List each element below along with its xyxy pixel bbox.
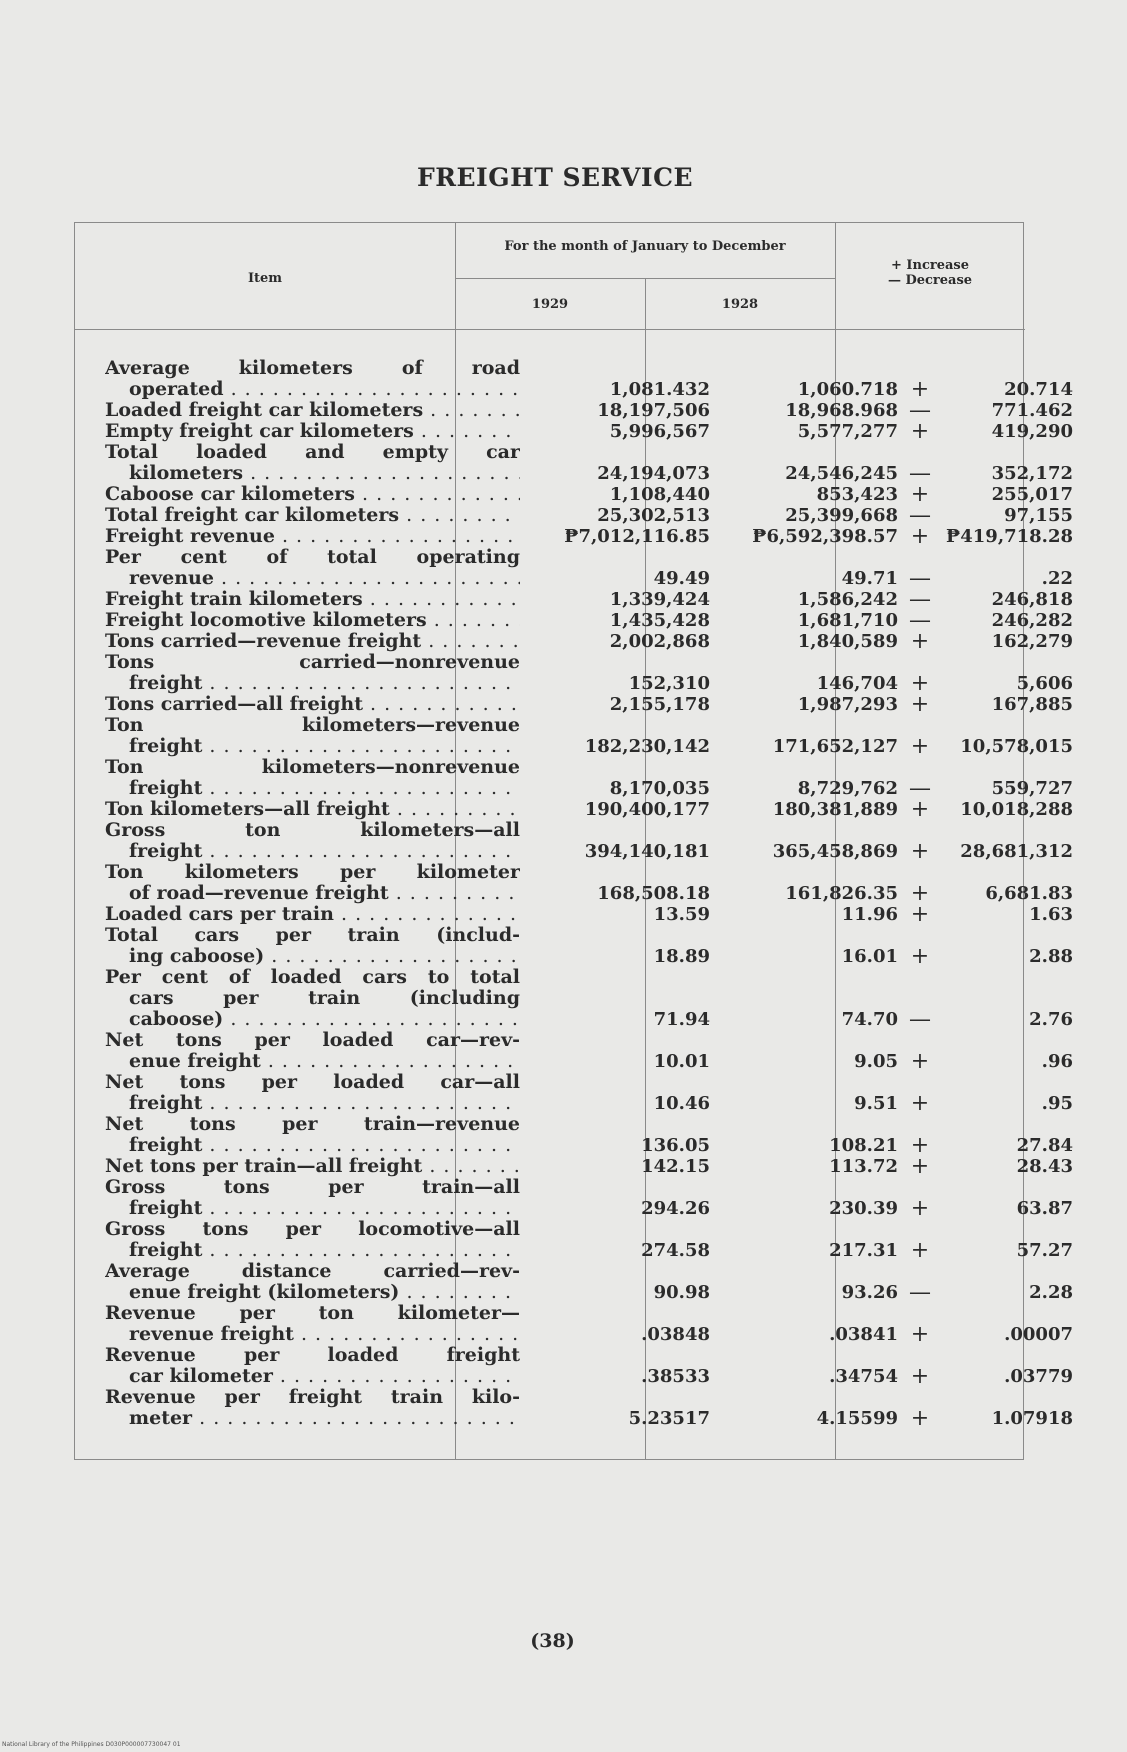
value-1929: 13.59: [653, 904, 710, 925]
row-item-label: [105, 1303, 520, 1345]
row-item-label: [105, 484, 520, 505]
value-1929: 18,197,506: [597, 400, 710, 421]
change-value: .95: [1041, 1093, 1073, 1114]
value-1928: 24,546,245: [785, 463, 898, 484]
header-year-1928: 1928: [721, 297, 759, 312]
table-row: [75, 925, 1073, 969]
value-1929: 274.58: [641, 1240, 710, 1261]
table-row: [75, 1345, 1073, 1389]
value-1928: .03841: [829, 1324, 898, 1345]
table-row: [75, 358, 1073, 402]
page-number: (38): [530, 1630, 575, 1652]
value-1928: 5,577,277: [797, 421, 898, 442]
change-sign: —: [909, 587, 931, 612]
table-row: [75, 692, 1073, 717]
value-1929: 49.49: [653, 568, 710, 589]
change-sign: +: [910, 1133, 930, 1158]
change-value: 2.76: [1029, 1009, 1073, 1030]
value-1928: 180,381,889: [772, 799, 898, 820]
value-1928: 4.15599: [816, 1408, 898, 1429]
change-sign: —: [909, 566, 931, 591]
table-row: [75, 862, 1073, 906]
change-value: 167,885: [991, 694, 1073, 715]
row-item-line: Tons carried—revenue freight . . .: [105, 631, 520, 652]
table-row: [75, 398, 1073, 423]
change-sign: +: [910, 881, 930, 906]
row-item-line: meter . . .: [105, 1408, 520, 1429]
row-item-label: [105, 1177, 520, 1219]
row-item-line: Revenue per freight train kilo-: [105, 1387, 520, 1408]
change-value: 2.88: [1029, 946, 1073, 967]
row-item-line: revenue . . .: [105, 568, 520, 589]
row-item-line: freight . . .: [105, 1198, 520, 1219]
row-item-line: Gross ton kilometers—all: [105, 820, 520, 841]
change-value: 162,279: [991, 631, 1073, 652]
value-1928: ₱6,592,398.57: [752, 526, 898, 547]
change-sign: +: [910, 1049, 930, 1074]
change-sign: +: [910, 524, 930, 549]
change-sign: +: [910, 1406, 930, 1431]
value-1929: 71.94: [653, 1009, 710, 1030]
table-row: [75, 482, 1073, 507]
value-1929: 1,108,440: [609, 484, 710, 505]
change-value: 63.87: [1016, 1198, 1073, 1219]
value-1928: 1,060.718: [797, 379, 898, 400]
row-item-label: [105, 904, 520, 925]
row-item-line: Per cent of loaded cars to total: [105, 967, 520, 988]
row-item-label: [105, 757, 520, 799]
table-row: [75, 757, 1073, 801]
change-sign: —: [909, 503, 931, 528]
header-item: Item: [247, 271, 283, 286]
change-value: 10,578,015: [960, 736, 1073, 757]
value-1928: 93.26: [841, 1282, 898, 1303]
row-item-line: Per cent of total operating: [105, 547, 520, 568]
row-item-line: enue freight (kilometers) . . .: [105, 1282, 520, 1303]
value-1929: ₱7,012,116.85: [564, 526, 710, 547]
row-item-label: [105, 421, 520, 442]
row-item-line: Freight train kilometers . . .: [105, 589, 520, 610]
freight-service-table: [74, 222, 1073, 1460]
change-sign: +: [910, 1322, 930, 1347]
row-item-line: Loaded freight car kilometers . . .: [105, 400, 520, 421]
header-change: [835, 258, 1025, 288]
value-1929: 5,996,567: [609, 421, 710, 442]
value-1929: 152,310: [628, 673, 710, 694]
table-row: [75, 652, 1073, 696]
row-item-label: [105, 1030, 520, 1072]
value-1929: 10.46: [653, 1093, 710, 1114]
value-1928: 1,586,242: [797, 589, 898, 610]
row-item-line: Net tons per train—revenue: [105, 1114, 520, 1135]
header-increase: + Increase: [891, 258, 969, 273]
change-value: 10,018,288: [960, 799, 1073, 820]
row-item-line: freight . . .: [105, 841, 520, 862]
table-row: [75, 715, 1073, 759]
change-sign: —: [909, 608, 931, 633]
table-row: [75, 524, 1073, 549]
value-1928: 74.70: [841, 1009, 898, 1030]
row-item-line: freight . . .: [105, 1093, 520, 1114]
change-sign: —: [909, 398, 931, 423]
change-value: .22: [1041, 568, 1073, 589]
change-value: 419,290: [991, 421, 1073, 442]
row-item-line: cars per train (including: [129, 988, 520, 1009]
row-item-line: Gross tons per locomotive—all: [105, 1219, 520, 1240]
row-item-line: enue freight . . .: [105, 1051, 520, 1072]
change-sign: +: [910, 1238, 930, 1263]
row-item-label: [105, 1072, 520, 1114]
row-item-line: Tons carried—nonrevenue: [105, 652, 520, 673]
change-sign: +: [910, 1154, 930, 1179]
value-1929: 190,400,177: [584, 799, 710, 820]
value-1929: 25,302,513: [597, 505, 710, 526]
value-1928: 217.31: [829, 1240, 898, 1261]
value-1929: 136.05: [641, 1135, 710, 1156]
value-1929: 5.23517: [628, 1408, 710, 1429]
value-1928: 230.39: [829, 1198, 898, 1219]
change-value: 28,681,312: [960, 841, 1073, 862]
value-1928: 161,826.35: [785, 883, 898, 904]
change-sign: +: [910, 1196, 930, 1221]
value-1928: 1,840,589: [797, 631, 898, 652]
change-value: 27.84: [1016, 1135, 1073, 1156]
row-item-line: Ton kilometers per kilometer: [105, 862, 520, 883]
table-row: [75, 442, 1073, 486]
row-item-label: [105, 820, 520, 862]
change-sign: —: [909, 461, 931, 486]
row-item-line: Net tons per loaded car—all: [105, 1072, 520, 1093]
change-sign: +: [910, 692, 930, 717]
footer-credit: National Library of the Philippines D030P000007730047 01: [2, 1741, 181, 1748]
row-item-line: Total loaded and empty car: [105, 442, 520, 463]
change-value: 1.07918: [991, 1408, 1073, 1429]
row-item-line: revenue freight . . .: [105, 1324, 520, 1345]
change-value: .00007: [1004, 1324, 1073, 1345]
row-item-line: freight . . .: [105, 673, 520, 694]
row-item-line: Ton kilometers—revenue: [105, 715, 520, 736]
row-item-line: Tons carried—all freight . . .: [105, 694, 520, 715]
row-item-label: [105, 400, 520, 421]
row-item-line: freight . . .: [105, 1240, 520, 1261]
header-period: For the month of January to December: [504, 239, 786, 254]
row-item-line: kilometers . . .: [105, 463, 520, 484]
row-item-line: caboose) . . .: [105, 1009, 520, 1030]
row-item-label: [105, 862, 520, 904]
header-divider: [455, 278, 835, 279]
value-1928: 1,681,710: [797, 610, 898, 631]
change-sign: +: [910, 734, 930, 759]
row-item-line: car kilometer . . .: [105, 1366, 520, 1387]
value-1929: 294.26: [641, 1198, 710, 1219]
row-item-label: [105, 547, 520, 589]
row-item-line: Average distance carried—rev-: [105, 1261, 520, 1282]
value-1929: 2,002,868: [609, 631, 710, 652]
change-value: 6,681.83: [985, 883, 1073, 904]
change-value: 1.63: [1029, 904, 1073, 925]
header-decrease: — Decrease: [887, 273, 973, 288]
row-item-line: freight . . .: [105, 1135, 520, 1156]
value-1929: 142.15: [641, 1156, 710, 1177]
value-1928: 49.71: [841, 568, 898, 589]
row-item-label: [105, 610, 520, 631]
value-1928: 8,729,762: [797, 778, 898, 799]
change-sign: +: [910, 839, 930, 864]
row-item-line: freight . . .: [105, 778, 520, 799]
row-item-line: Net tons per loaded car—rev-: [105, 1030, 520, 1051]
value-1928: 146,704: [816, 673, 898, 694]
row-item-line: Total cars per train (includ-: [105, 925, 520, 946]
value-1929: 8,170,035: [609, 778, 710, 799]
change-sign: +: [910, 629, 930, 654]
table-row: [75, 419, 1073, 444]
value-1928: 171,652,127: [772, 736, 898, 757]
table-row: [75, 1387, 1073, 1431]
value-1929: 1,081.432: [609, 379, 710, 400]
change-value: 771.462: [991, 400, 1073, 421]
row-item-line: Average kilometers of road: [105, 358, 520, 379]
value-1928: 1,987,293: [797, 694, 898, 715]
row-item-label: [105, 967, 520, 1030]
row-item-label: [105, 925, 520, 967]
row-item-label: [105, 1114, 520, 1156]
change-value: 246,818: [991, 589, 1073, 610]
row-item-label: [105, 442, 520, 484]
value-1929: 168,508.18: [597, 883, 710, 904]
row-item-label: [105, 631, 520, 652]
table-row: [75, 587, 1073, 612]
change-sign: +: [910, 671, 930, 696]
change-sign: +: [910, 944, 930, 969]
table-row: [75, 608, 1073, 633]
row-item-line: Revenue per loaded freight: [105, 1345, 520, 1366]
row-item-label: [105, 505, 520, 526]
change-sign: +: [910, 419, 930, 444]
value-1929: 1,339,424: [609, 589, 710, 610]
change-sign: +: [910, 902, 930, 927]
change-value: 5,606: [1016, 673, 1073, 694]
row-item-line: Net tons per train—all freight . . .: [105, 1156, 520, 1177]
value-1929: 182,230,142: [584, 736, 710, 757]
row-item-line: Ton kilometers—nonrevenue: [105, 757, 520, 778]
row-item-label: [105, 715, 520, 757]
value-1929: 1,435,428: [609, 610, 710, 631]
value-1928: .34754: [829, 1366, 898, 1387]
change-sign: +: [910, 377, 930, 402]
value-1928: 16.01: [841, 946, 898, 967]
change-value: ₱419,718.28: [946, 526, 1073, 547]
change-value: .96: [1041, 1051, 1073, 1072]
table-row: [75, 820, 1073, 864]
table-row: [75, 1303, 1073, 1347]
change-sign: +: [910, 797, 930, 822]
row-item-label: [105, 358, 520, 400]
change-value: 2.28: [1029, 1282, 1073, 1303]
row-item-label: [105, 1156, 520, 1177]
table-row: [75, 547, 1073, 591]
change-value: 246,282: [991, 610, 1073, 631]
value-1928: 9.51: [854, 1093, 898, 1114]
value-1928: 108.21: [829, 1135, 898, 1156]
table-row: [75, 967, 1073, 1032]
row-item-label: [105, 1261, 520, 1303]
value-1929: .38533: [641, 1366, 710, 1387]
value-1928: 9.05: [854, 1051, 898, 1072]
row-item-label: [105, 589, 520, 610]
value-1928: 365,458,869: [772, 841, 898, 862]
table-row: [75, 1177, 1073, 1221]
row-item-line: Revenue per ton kilometer—: [105, 1303, 520, 1324]
row-item-line: Loaded cars per train . . .: [105, 904, 520, 925]
change-value: 20.714: [1004, 379, 1073, 400]
table-row: [75, 1072, 1073, 1116]
row-item-label: [105, 694, 520, 715]
table-row: [75, 902, 1073, 927]
value-1929: 10.01: [653, 1051, 710, 1072]
row-item-label: [105, 1387, 520, 1429]
value-1929: 18.89: [653, 946, 710, 967]
table-row: [75, 797, 1073, 822]
value-1928: 11.96: [841, 904, 898, 925]
table-row: [75, 1154, 1073, 1179]
row-item-line: Total freight car kilometers . . .: [105, 505, 520, 526]
page-title: FREIGHT SERVICE: [416, 163, 694, 192]
table-row: [75, 1219, 1073, 1263]
value-1928: 853,423: [816, 484, 898, 505]
row-item-line: Empty freight car kilometers . . .: [105, 421, 520, 442]
value-1929: 24,194,073: [597, 463, 710, 484]
change-value: 255,017: [991, 484, 1073, 505]
row-item-label: [105, 526, 520, 547]
row-item-label: [105, 1345, 520, 1387]
table-row: [75, 1114, 1073, 1158]
value-1928: 25,399,668: [785, 505, 898, 526]
change-sign: —: [909, 1280, 931, 1305]
change-value: 28.43: [1016, 1156, 1073, 1177]
value-1928: 18,968.968: [785, 400, 898, 421]
change-sign: +: [910, 1091, 930, 1116]
change-sign: —: [909, 776, 931, 801]
change-sign: +: [910, 1364, 930, 1389]
value-1929: 2,155,178: [609, 694, 710, 715]
row-item-line: operated . . .: [105, 379, 520, 400]
header-year-1929: 1929: [531, 297, 569, 312]
row-item-line: Freight revenue . . .: [105, 526, 520, 547]
row-item-line: ing caboose) . . .: [105, 946, 520, 967]
value-1929: 90.98: [653, 1282, 710, 1303]
row-item-label: [105, 799, 520, 820]
row-item-label: [105, 1219, 520, 1261]
table-row: [75, 503, 1073, 528]
table-row: [75, 629, 1073, 654]
row-item-label: [105, 652, 520, 694]
row-item-line: Caboose car kilometers . . .: [105, 484, 520, 505]
change-value: 57.27: [1016, 1240, 1073, 1261]
table-row: [75, 1261, 1073, 1305]
row-item-line: Ton kilometers—all freight . . .: [105, 799, 520, 820]
row-item-line: Freight locomotive kilometers . . .: [105, 610, 520, 631]
value-1928: 113.72: [829, 1156, 898, 1177]
row-item-line: Gross tons per train—all: [105, 1177, 520, 1198]
change-value: 97,155: [1004, 505, 1073, 526]
change-sign: —: [909, 1007, 931, 1032]
header-divider: [75, 329, 1025, 330]
change-value: 352,172: [991, 463, 1073, 484]
change-value: .03779: [1004, 1366, 1073, 1387]
row-item-line: of road—revenue freight . . .: [105, 883, 520, 904]
table-row: [75, 1030, 1073, 1074]
change-value: 559,727: [991, 778, 1073, 799]
change-sign: +: [910, 482, 930, 507]
value-1929: 394,140,181: [584, 841, 710, 862]
value-1929: .03848: [641, 1324, 710, 1345]
row-item-line: freight . . .: [105, 736, 520, 757]
